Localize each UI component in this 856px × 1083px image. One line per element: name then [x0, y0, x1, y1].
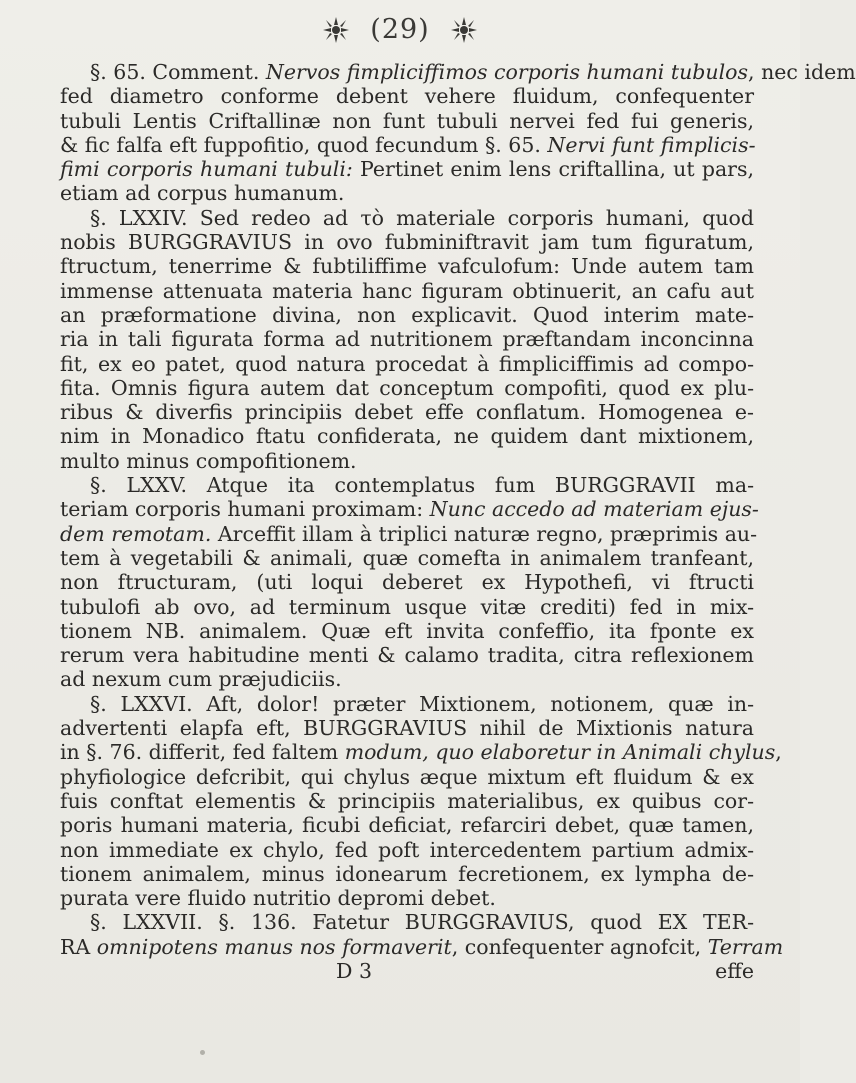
text-line: §. LXXV. Atque ita contemplatus fum BURGGRAVII ma- — [90, 473, 754, 498]
text-line: §. LXXVII. §. 136. Fatetur BURGGRAVIUS, quod EX TER- — [90, 910, 754, 935]
text-line: poris humani materia, ficubi deficiat, refarciri debet, quæ tamen, — [60, 813, 754, 838]
text-line: dem remotam. Arceffit illam à triplici naturæ regno, præprimis au- — [60, 521, 758, 546]
text-line: ria in tali figurata forma ad nutritionem præftandam inconcinna — [60, 327, 754, 352]
signature-mark: D 3 — [336, 958, 372, 983]
text-line: §. LXXVI. Aft, dolor! præter Mixtionem, notionem, quæ in- — [90, 691, 754, 716]
text-line: tionem NB. animalem. Quæ eft invita confeffio, ita fponte ex — [60, 618, 754, 643]
text-line: multo minus compofitionem. — [60, 448, 357, 473]
text-line: rerum vera habitudine menti & calamo tradita, citra reflexionem — [60, 643, 754, 668]
text-line: non immediate ex chylo, fed poft intercedentem partium admix- — [60, 837, 754, 862]
page-header — [0, 14, 800, 58]
body-text — [60, 60, 856, 983]
text-line: nobis BURGGRAVIUS in ovo fubminiftravit jam tum figuratum, — [60, 230, 754, 255]
text-line: ribus & diverfis principiis debet effe conflatum. Homogenea e- — [60, 400, 754, 425]
text-line: non ftructuram, (uti loqui deberet ex Hypothefi, vi ftructi — [60, 570, 754, 595]
page-number: (29) — [370, 14, 430, 45]
text-line: advertenti elapfa eft, BURGGRAVIUS nihil de Mixtionis natura — [60, 716, 754, 741]
text-line: fita. Omnis figura autem dat conceptum compofiti, quod ex plu- — [60, 375, 754, 400]
text-line: phyfiologice defcribit, qui chylus æque mixtum eft fluidum & ex — [60, 764, 754, 789]
text-line: fit, ex eo patet, quod natura procedat à fimpliciffimis ad compo- — [60, 351, 754, 376]
text-line: §. 65. Comment. Nervos fimpliciffimos corporis humani tubulos, nec idem — [90, 60, 856, 84]
paper-speck — [200, 1050, 205, 1055]
catchword: effe — [715, 958, 754, 983]
text-line: etiam ad corpus humanum. — [60, 181, 345, 206]
left-ornament-icon — [321, 15, 351, 45]
text-line: §. LXXIV. Sed redeo ad τὸ materiale corporis humani, quod — [90, 205, 754, 230]
text-line: fimi corporis humani tubuli: Pertinet enim lens criftallina, ut pars, — [60, 157, 754, 182]
text-line: tubulofi ab ovo, ad terminum usque vitæ crediti) fed in mix- — [60, 594, 754, 619]
text-line: nim in Monadico ftatu confiderata, ne quidem dant mixtionem, — [60, 424, 754, 449]
text-line: ftructum, tenerrime & fubtiliffime vafculofum: Unde autem tam — [60, 254, 754, 279]
text-line: RA omnipotens manus nos formaverit, confequenter agnofcit, Terram — [60, 934, 784, 959]
text-line: & fic falfa eft fuppofitio, quod fecundum §. 65. Nervi funt fimplicis- — [60, 132, 756, 157]
right-ornament-icon — [449, 15, 479, 45]
text-line: teriam corporis humani proximam: Nunc accedo ad materiam ejus- — [60, 497, 759, 522]
text-line: fed diametro conforme debent vehere fluidum, confequenter — [60, 84, 754, 109]
page-footer — [60, 959, 754, 983]
text-line: immense attenuata materia hanc figuram obtinuerit, an cafu aut — [60, 278, 754, 303]
text-line: purata vere fluido nutritio depromi debet. — [60, 886, 496, 911]
text-line: an præformatione divina, non explicavit. Quod interim mate- — [60, 302, 754, 327]
text-line: in §. 76. differit, fed faltem modum, quo elaboretur in Animali chylus, — [60, 740, 782, 765]
text-line: tionem animalem, minus idonearum fecretionem, ex lympha de- — [60, 861, 754, 886]
text-line: tem à vegetabili & animali, quæ comefta in animalem tranfeant, — [60, 545, 754, 570]
text-line: fuis conftat elementis & principiis materialibus, ex quibus cor- — [60, 788, 754, 813]
text-line: tubuli Lentis Criftallinæ non funt tubuli nervei fed fui generis, — [60, 108, 754, 133]
text-line: ad nexum cum præjudiciis. — [60, 667, 342, 692]
